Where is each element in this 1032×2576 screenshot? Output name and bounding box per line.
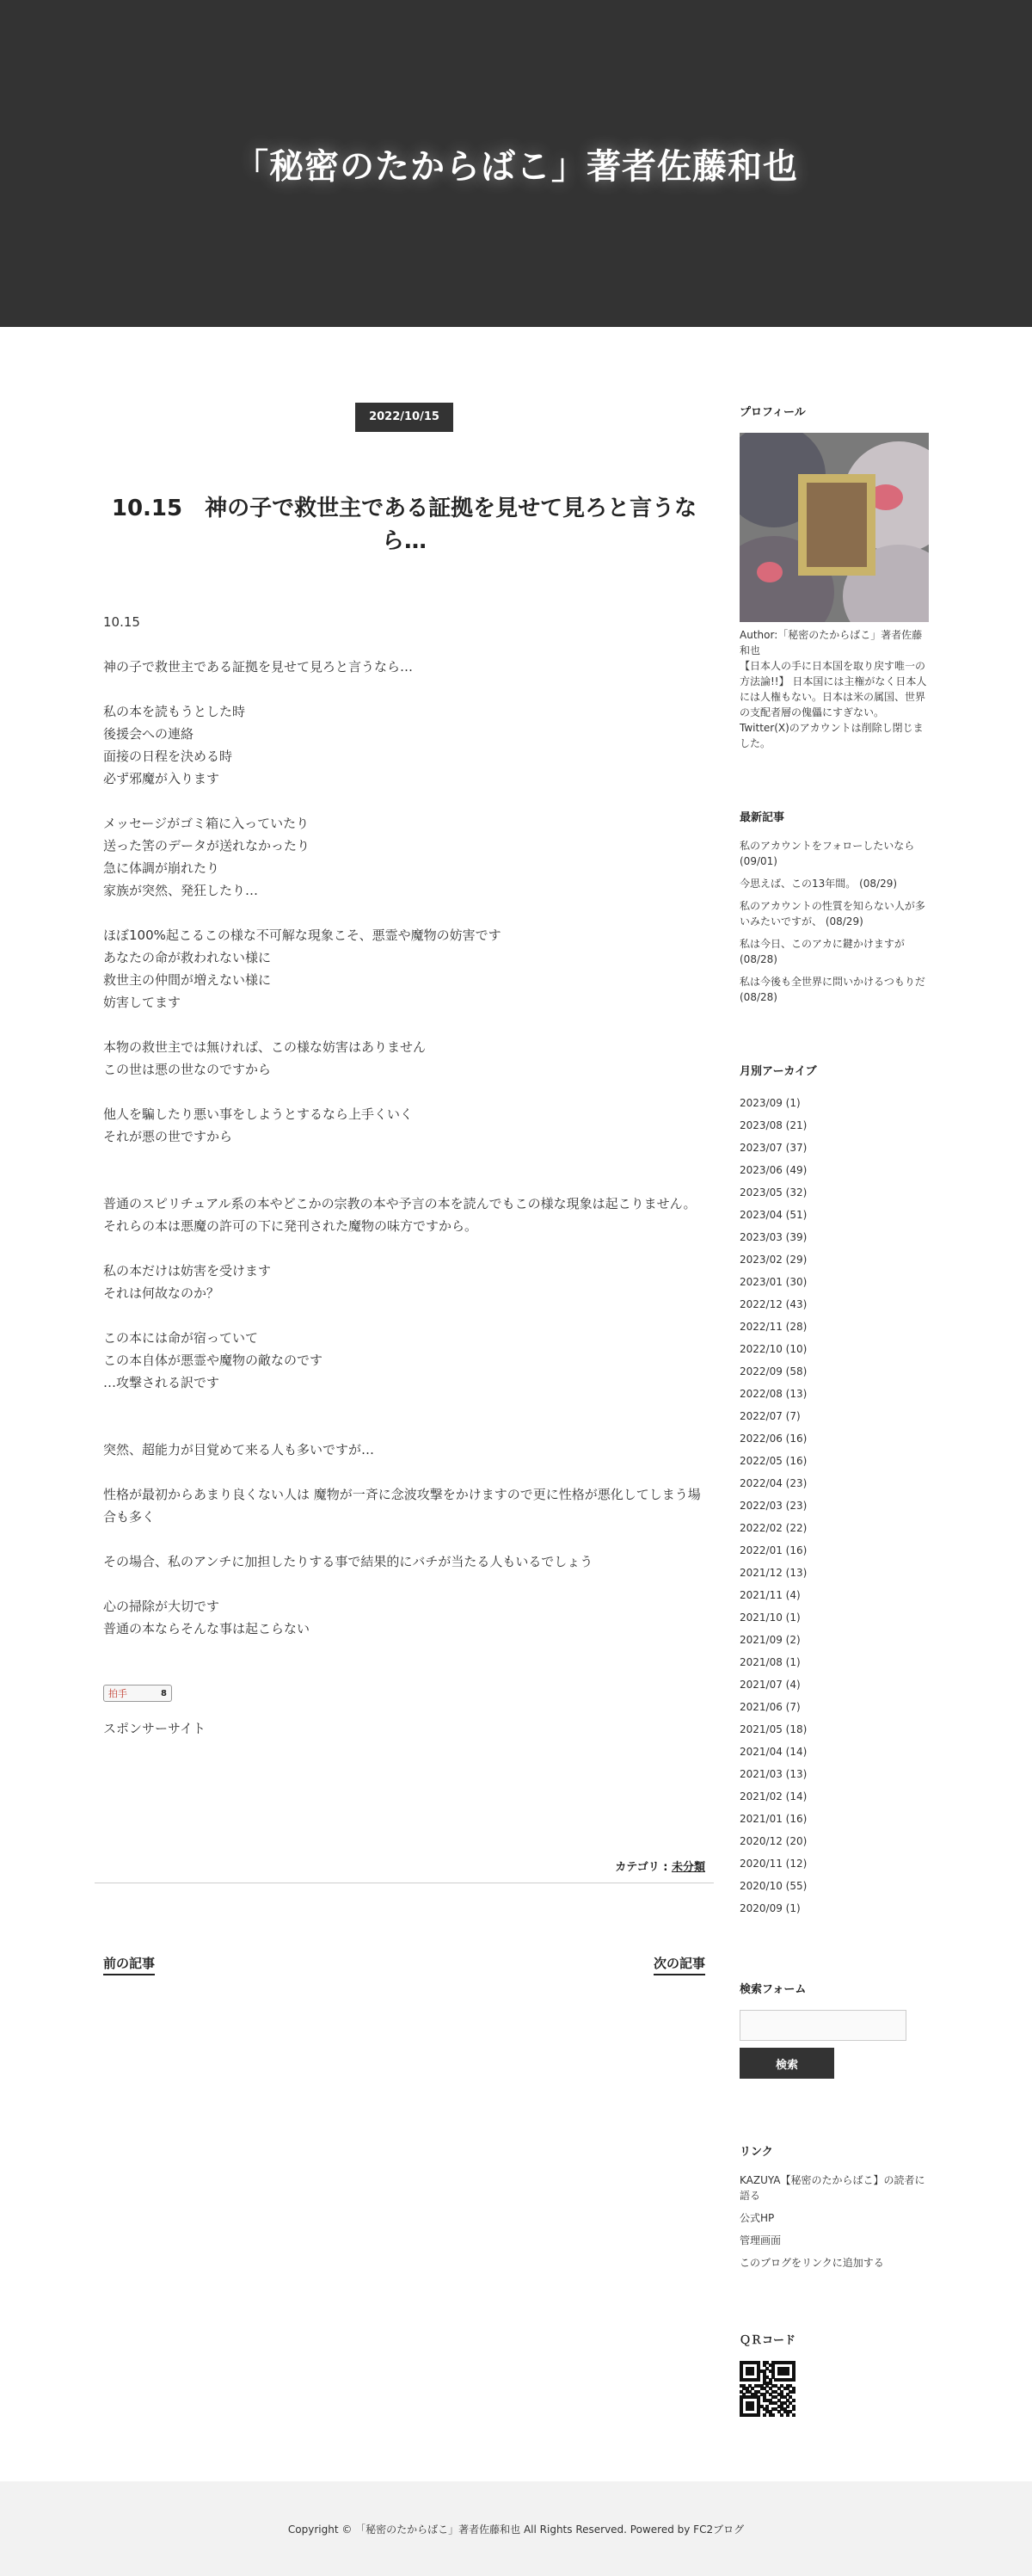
entry-pager <box>95 1954 714 1975</box>
recent-entry-link[interactable]: 私は今後も全世界に問いかけるつもりだ (08/28) <box>740 976 925 1003</box>
archive-list <box>740 1092 929 1920</box>
recent-entry-link[interactable]: 私は今日、このアカに鍵かけますが (08/28) <box>740 938 905 965</box>
archive-link[interactable]: 2021/12 (13) <box>740 1567 808 1579</box>
archive-link[interactable]: 2021/10 (1) <box>740 1612 801 1624</box>
archive-title: 月別アーカイブ <box>740 1065 817 1078</box>
profile-avatar[interactable] <box>740 433 929 622</box>
entry-paragraph: 普通のスピリチュアル系の本やどこかの宗教の本や予言の本を読んでもこの様な現象は起こりません。 それらの本は悪魔の許可の下に発刊された魔物の味方ですから。 <box>103 1196 697 1234</box>
recent-entries-title: 最新記事 <box>740 811 785 824</box>
qr-title: ＱＲコード <box>740 2334 796 2347</box>
recent-entries-list <box>740 838 929 1005</box>
archive-link[interactable]: 2021/08 (1) <box>740 1656 801 1668</box>
archive-widget <box>740 1062 929 1920</box>
archive-link[interactable]: 2023/07 (37) <box>740 1142 808 1154</box>
page-body <box>0 327 1032 2536</box>
qr-cell <box>792 2390 796 2394</box>
qr-cell <box>792 2378 796 2382</box>
qr-cell <box>792 2413 796 2417</box>
qr-cell <box>751 2372 754 2376</box>
link-item[interactable]: 公式HP <box>740 2212 775 2224</box>
archive-link[interactable]: 2020/11 (12) <box>740 1858 808 1870</box>
archive-link[interactable]: 2021/04 (14) <box>740 1746 808 1758</box>
archive-link[interactable]: 2022/09 (58) <box>740 1365 808 1377</box>
archive-link[interactable]: 2022/05 (16) <box>740 1455 808 1467</box>
clap-icon: 拍手 <box>108 1688 127 1699</box>
search-title: 検索フォーム <box>740 1983 807 1996</box>
archive-link[interactable]: 2023/06 (49) <box>740 1164 808 1176</box>
site-header <box>0 0 1032 327</box>
entry-paragraph: その場合、私のアンチに加担したりする事で結果的にバチが当たる人もいるでしょう <box>103 1554 593 1569</box>
qr-cell <box>786 2372 789 2376</box>
archive-link[interactable]: 2021/06 (7) <box>740 1701 801 1713</box>
archive-link[interactable]: 2023/01 (30) <box>740 1276 808 1288</box>
search-button[interactable]: 検索 <box>740 2048 834 2079</box>
entry-paragraph: 性格が最初からあまり良くない人は 魔物が一斉に念波攻撃をかけますので更に性格が悪化してしまう場合も多く <box>103 1487 701 1525</box>
entry-paragraph: 神の子で救世主である証拠を見せて見ろと言うなら… <box>103 659 414 675</box>
links-title: リンク <box>740 2146 773 2159</box>
archive-link[interactable]: 2021/09 (2) <box>740 1634 801 1646</box>
profile-title: プロフィール <box>740 406 806 419</box>
link-item[interactable]: 管理画面 <box>740 2234 782 2246</box>
qr-cell <box>780 2413 783 2417</box>
archive-link[interactable]: 2021/05 (18) <box>740 1723 808 1735</box>
sidebar <box>740 403 929 2416</box>
qr-cell <box>786 2413 789 2417</box>
archive-link[interactable]: 2022/11 (28) <box>740 1321 808 1333</box>
archive-link[interactable]: 2022/01 (16) <box>740 1544 808 1556</box>
archive-link[interactable]: 2021/02 (14) <box>740 1790 808 1803</box>
entry-paragraph: 私の本だけは妨害を受けます それは何故なのか？ <box>103 1263 272 1301</box>
entry-body <box>95 611 714 1640</box>
entry-paragraph: 本物の救世主では無ければ、この様な妨害はありません この世は悪の世なのですから <box>103 1039 427 1077</box>
qr-cell <box>771 2413 775 2417</box>
archive-link[interactable]: 2022/10 (10) <box>740 1343 808 1355</box>
archive-link[interactable]: 2021/07 (4) <box>740 1679 801 1691</box>
archive-link[interactable]: 2020/09 (1) <box>740 1902 801 1914</box>
link-item[interactable]: このブログをリンクに追加する <box>740 2257 884 2269</box>
entry-paragraph: この本には命が宿っていて この本自体が悪霊や魔物の敵なのです …攻撃される訳です <box>103 1330 323 1390</box>
archive-link[interactable]: 2022/07 (7) <box>740 1410 801 1422</box>
footer-copyright: Copyright © 「秘密のたからばこ」著者佐藤和也 All Rights Reserved. Powered by FC2ブログ <box>287 2523 745 2536</box>
entry-date-badge: 2022/10/15 <box>355 403 453 432</box>
sponsor-site-label: スポンサーサイト <box>103 1721 206 1736</box>
archive-link[interactable]: 2023/05 (32) <box>740 1186 808 1199</box>
links-list <box>740 2172 929 2271</box>
entry-paragraph: メッセージがゴミ箱に入っていたり 送った筈のデータが送れなかったり 急に体調が崩れたり 家族が突然、発狂したり… <box>103 816 310 898</box>
archive-link[interactable]: 2020/10 (55) <box>740 1880 808 1892</box>
recent-entry-link[interactable]: 今思えば、この13年間。 (08/29) <box>740 878 898 890</box>
entry-paragraph: 他人を騙したり悪い事をしようとするなら上手くいく それが悪の世ですから <box>103 1106 414 1144</box>
archive-link[interactable]: 2022/04 (23) <box>740 1477 808 1489</box>
archive-link[interactable]: 2022/03 (23) <box>740 1500 808 1512</box>
clap-count: 8 <box>161 1688 167 1698</box>
archive-link[interactable]: 2022/08 (13) <box>740 1388 808 1400</box>
archive-link[interactable]: 2022/02 (22) <box>740 1522 808 1534</box>
archive-link[interactable]: 2023/04 (51) <box>740 1209 808 1221</box>
archive-link[interactable]: 2021/11 (4) <box>740 1589 801 1601</box>
archive-link[interactable]: 2023/03 (39) <box>740 1231 808 1243</box>
archive-link[interactable]: 2023/08 (21) <box>740 1119 808 1131</box>
entry-title: 10.15 神の子で救世主である証拠を見せて見ろと言うなら… <box>111 496 697 554</box>
links-widget <box>740 2142 929 2271</box>
search-widget <box>740 1980 929 2079</box>
avatar-shape <box>757 562 783 582</box>
entry-paragraph: ほぼ100%起こるこの様な不可解な現象こそ、悪霊や魔物の妨害です あなたの命が救われない様に 救世主の仲間が増えない様に 妨害してます <box>103 927 501 1010</box>
clap-button[interactable] <box>103 1685 172 1702</box>
qr-widget <box>740 2331 929 2416</box>
category-link[interactable]: 未分類 <box>671 1861 705 1874</box>
recent-entries-widget <box>740 808 929 1005</box>
main-content <box>95 403 714 1975</box>
qr-code-image <box>740 2361 795 2416</box>
archive-link[interactable]: 2022/12 (43) <box>740 1298 808 1310</box>
archive-link[interactable]: 2022/06 (16) <box>740 1433 808 1445</box>
recent-entry-link[interactable]: 私のアカウントの性質を知らない人が多いみたいですが、 (08/29) <box>740 900 925 927</box>
entry-paragraph: 私の本を読もうとした時 後援会への連絡 面接の日程を決める時 必ず邪魔が入ります <box>103 704 246 786</box>
qr-cell <box>763 2413 766 2417</box>
qr-cell <box>757 2413 760 2417</box>
entry-paragraph: 10.15 <box>103 614 140 630</box>
search-input[interactable] <box>740 2010 906 2041</box>
archive-link[interactable]: 2021/01 (16) <box>740 1813 808 1825</box>
avatar-frame <box>798 474 875 576</box>
entry-category <box>95 1858 714 1874</box>
qr-cell <box>751 2407 754 2411</box>
prev-entry-link[interactable]: 前の記事 <box>103 1954 155 1975</box>
entry-paragraph: 心の掃除が大切です 普通の本ならそんな事は起こらない <box>103 1599 310 1636</box>
archive-link[interactable]: 2020/12 (20) <box>740 1835 808 1847</box>
next-entry-link[interactable]: 次の記事 <box>654 1954 705 1975</box>
site-footer <box>0 2481 1032 2576</box>
category-label: カテゴリ : <box>615 1861 672 1874</box>
link-item[interactable]: KAZUYA【秘密のたからばこ】の読者に語る <box>740 2174 925 2202</box>
site-title[interactable]: 「秘密のたからばこ」著者佐藤和也 <box>234 146 798 187</box>
recent-entry-link[interactable]: 私のアカウントをフォローしたいなら (09/01) <box>740 840 915 867</box>
archive-link[interactable]: 2023/09 (1) <box>740 1097 801 1109</box>
qr-cell <box>757 2378 760 2382</box>
archive-link[interactable]: 2023/02 (29) <box>740 1254 808 1266</box>
entry-paragraph: 突然、超能力が目覚めて来る人も多いですが… <box>103 1442 375 1457</box>
profile-widget <box>740 403 929 751</box>
profile-description: Author:「秘密のたからばこ」著者佐藤和也 【日本人の手に日本国を取り戻す唯一の方法論!!】 日本国には主権がなく日本人には人権もない。日本は米の属国、世界の支配者層の傀儡にすぎない。 Twitter(X)のアカウントは削除し閉じました。 <box>740 629 927 749</box>
archive-link[interactable]: 2021/03 (13) <box>740 1768 808 1780</box>
